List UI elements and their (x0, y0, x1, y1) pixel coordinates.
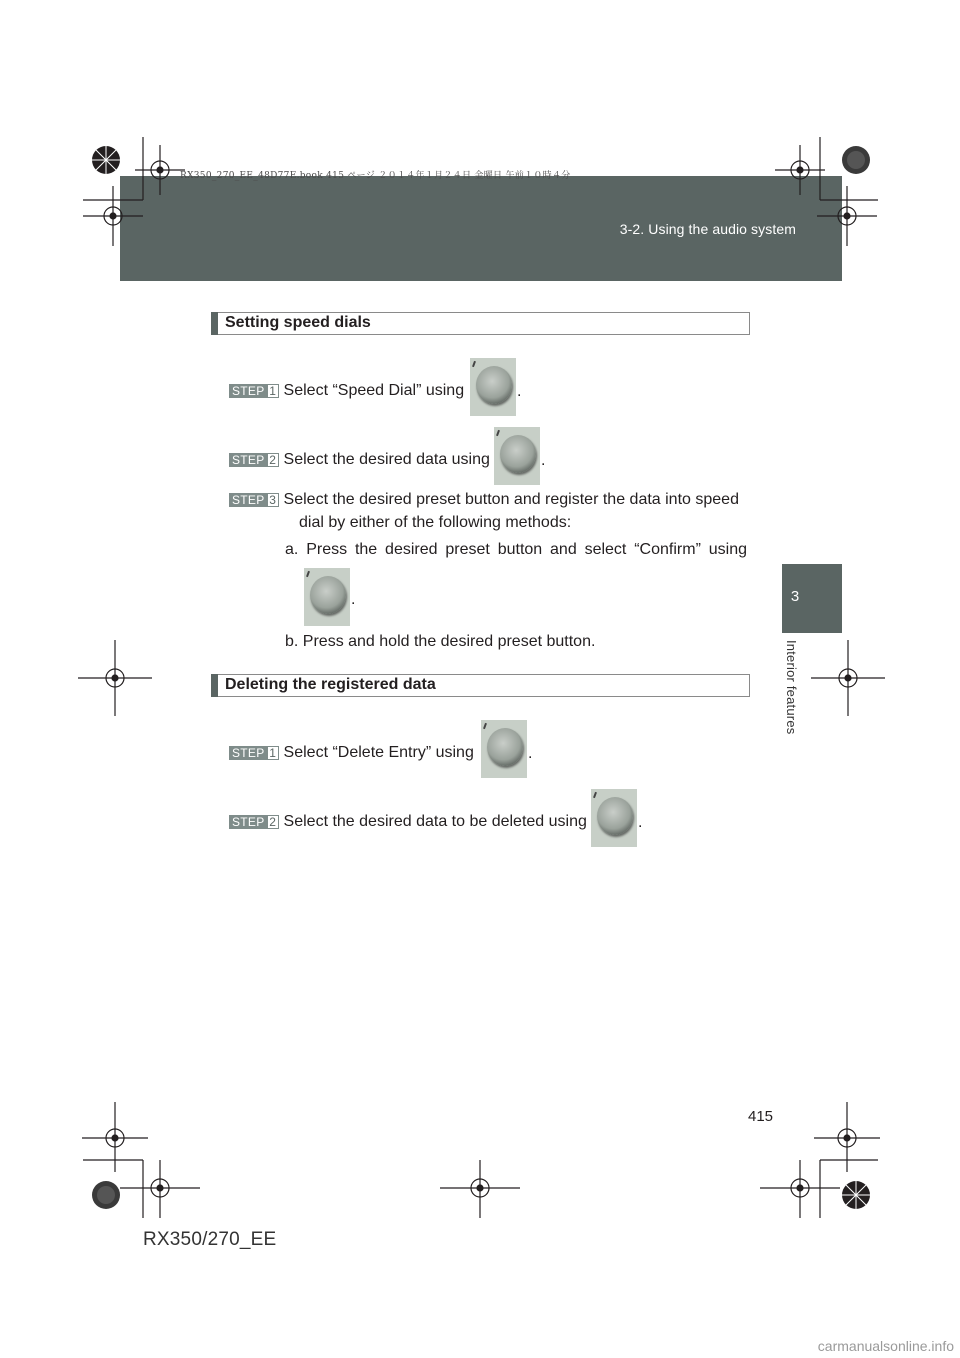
step-text: Select the desired data using (283, 451, 490, 468)
step-text: Select “Speed Dial” using (283, 382, 465, 399)
section-title: 3-2. Using the audio system (619, 221, 796, 237)
crosshair-icon (811, 640, 885, 716)
crosshair-icon (82, 1102, 148, 1172)
section-heading: Deleting the registered data (225, 676, 436, 693)
step-tail: . (517, 383, 522, 400)
step-text: Select the desired preset button and register the data into speed (283, 491, 739, 508)
step-text-continued: dial by either of the following methods: (299, 514, 572, 531)
crosshair-icon (120, 1160, 200, 1218)
step-text: Select “Delete Entry” using (283, 744, 474, 761)
crosshair-icon (83, 186, 143, 246)
starburst-icon (92, 1181, 120, 1209)
step-badge: STEP 1 (229, 384, 279, 398)
method-a: a. Press the desired preset button and select “Confirm” using (285, 541, 747, 558)
crosshair-icon (440, 1160, 520, 1218)
starburst-icon (842, 146, 870, 174)
step-tail: . (638, 814, 643, 831)
step-tail: . (528, 745, 533, 762)
starburst-icon (92, 146, 120, 174)
page-number: 415 (748, 1108, 774, 1125)
print-info: RX350_270_EE_48D77E.book 415 ページ ２０１４年１月２４日 金曜日 午前１０時４分 (180, 171, 571, 181)
method-b: b. Press and hold the desired preset button. (285, 633, 596, 650)
model-code: RX350/270_EE (143, 1229, 277, 1250)
chapter-number: 3 (790, 588, 800, 605)
section-heading: Setting speed dials (225, 314, 371, 331)
method-a-tail: . (351, 591, 356, 608)
step-badge: STEP 2 (229, 453, 279, 467)
crosshair-icon (760, 1160, 840, 1218)
step-badge: STEP 2 (229, 815, 279, 829)
crosshair-icon (775, 145, 825, 195)
step-badge: STEP 1 (229, 746, 279, 760)
crosshair-icon (814, 1102, 880, 1172)
step-text: Select the desired data to be deleted using (283, 813, 587, 830)
starburst-icon (842, 1181, 870, 1209)
step-badge: STEP 3 (229, 493, 279, 507)
watermark: carmanualsonline.info (817, 1338, 954, 1354)
chapter-label: Interior features (784, 640, 799, 735)
crosshair-icon (817, 186, 877, 246)
step-tail: . (541, 452, 546, 469)
crosshair-icon (78, 640, 152, 716)
